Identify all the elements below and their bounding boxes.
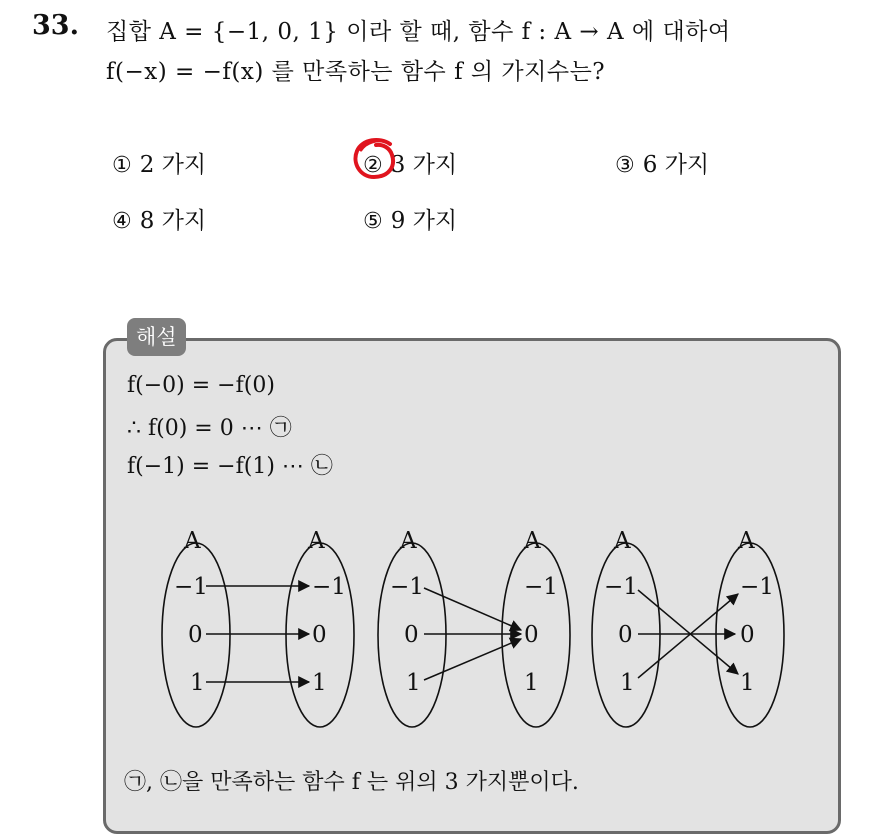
solution-line-2: ∴ f(0) = 0 ⋯ ㉠ bbox=[127, 416, 292, 441]
choice-1-marker: ① bbox=[112, 153, 132, 178]
element: −1 bbox=[312, 574, 346, 600]
mapping-diagram bbox=[150, 520, 810, 740]
element: 0 bbox=[312, 622, 327, 648]
element: −1 bbox=[390, 574, 424, 600]
mapping-pair-2 bbox=[378, 528, 570, 727]
element: 1 bbox=[312, 670, 327, 696]
element: 0 bbox=[524, 622, 539, 648]
set-label: A bbox=[614, 528, 631, 554]
choice-2[interactable] bbox=[363, 146, 457, 179]
choice-1-label: 2 가지 bbox=[139, 152, 207, 178]
element: −1 bbox=[740, 574, 774, 600]
choice-1[interactable] bbox=[112, 146, 206, 179]
set-label: A bbox=[738, 528, 755, 554]
choice-3-marker: ③ bbox=[615, 153, 635, 178]
choice-5-label: 9 가지 bbox=[390, 208, 458, 234]
solution-line-3: f(−1) = −f(1) ⋯ ㉡ bbox=[127, 454, 333, 479]
choice-2-label: 3 가지 bbox=[390, 152, 458, 178]
choice-4-marker: ④ bbox=[112, 209, 132, 234]
question-text-line1: 집합 A = {−1, 0, 1} 이라 할 때, 함수 f : A → A 에 대하여 bbox=[106, 19, 731, 45]
set-label: A bbox=[524, 528, 541, 554]
question-number: 33. bbox=[32, 10, 79, 41]
element: 0 bbox=[188, 622, 203, 648]
element: 0 bbox=[740, 622, 755, 648]
choice-5[interactable] bbox=[363, 202, 457, 235]
element: 1 bbox=[406, 670, 421, 696]
element: 0 bbox=[618, 622, 633, 648]
set-label: A bbox=[184, 528, 201, 554]
mapping-pair-1 bbox=[162, 528, 354, 727]
choice-5-marker: ⑤ bbox=[363, 209, 383, 234]
choice-3[interactable] bbox=[615, 146, 709, 179]
choice-3-label: 6 가지 bbox=[642, 152, 710, 178]
set-label: A bbox=[308, 528, 325, 554]
choice-2-marker: ② bbox=[363, 153, 383, 178]
solution-conclusion: ㉠, ㉡을 만족하는 함수 f 는 위의 3 가지뿐이다. bbox=[124, 770, 579, 795]
mapping-pair-3 bbox=[592, 528, 784, 727]
choice-4-label: 8 가지 bbox=[139, 208, 207, 234]
solution-tag: 해설 bbox=[127, 318, 186, 356]
element: −1 bbox=[524, 574, 558, 600]
element: 1 bbox=[190, 670, 205, 696]
element: −1 bbox=[604, 574, 638, 600]
set-label: A bbox=[400, 528, 417, 554]
element: 1 bbox=[620, 670, 635, 696]
element: 0 bbox=[404, 622, 419, 648]
element: 1 bbox=[740, 670, 755, 696]
element: −1 bbox=[174, 574, 208, 600]
element: 1 bbox=[524, 670, 539, 696]
question-text-line2: f(−x) = −f(x) 를 만족하는 함수 f 의 가지수는? bbox=[106, 59, 606, 85]
choice-4[interactable] bbox=[112, 202, 206, 235]
solution-line-1: f(−0) = −f(0) bbox=[127, 373, 275, 398]
